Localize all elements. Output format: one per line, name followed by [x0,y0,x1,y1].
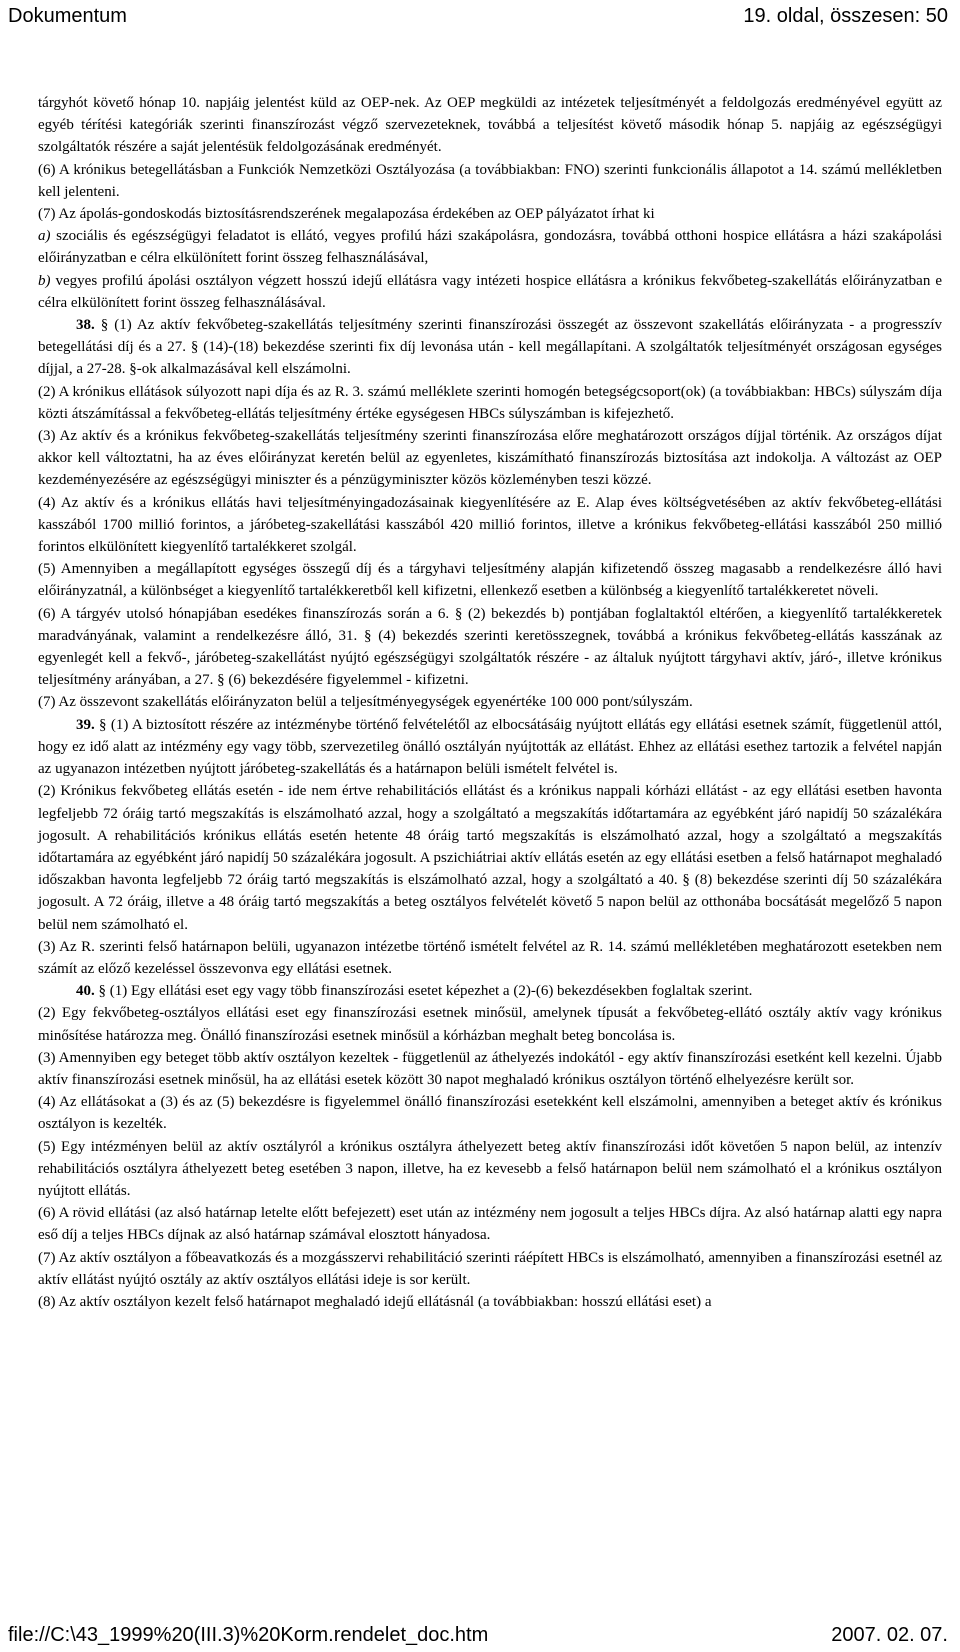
paragraph: (4) Az ellátásokat a (3) és az (5) bekezdésre is figyelemmel önálló finanszírozási esetekként kell elszámolni, amennyiben a beteget aktív és krónikus osztályon is kezelték. [38,1094,942,1133]
paragraph: (2) Krónikus fekvőbeteg ellátás esetén - ide nem értve rehabilitációs ellátást és a krónikus nappali kórházi ellátást - az egy ellátási esetben havonta legfeljebb 72 óráig tartó megszakítás is elszámolható azzal, hogy a szolgáltató a megszakítás időtartamára az egyébként járó napidíj 50 százalékára jogosult. A rehabilitációs krónikus ellátás esetén hetente 48 óráig tartó megszakítás is elszámolható azzal, hogy a szolgáltató a megszakítás időtartamára az egyébként járó napidíj 50 százalékára jogosult. A pszichiátriai aktív ellátás esetén az egy ellátási esetben a felső határnapot meghaladó időszakban havonta legfeljebb 72 óráig tartó megszakítás is elszámolható azzal, hogy a szolgáltató a 40. § (8) bekezdése szerinti díj 50 százalékára jogosult. A 72 óráig, illetve a 48 óráig tartó megszakítás a beteg osztályos felvételét követő 5 napon belül az otthonába bocsátását megelőző 5 napon belül nem számolható el. [38,783,942,933]
page-footer [0,1620,960,1652]
paragraph: (3) Az aktív és a krónikus fekvőbeteg-szakellátás teljesítmény szerinti finanszírozása előre meghatározott országos díjjal történik. Az országos díjat akkor kell változtatni, ha az éves előirányzat keretén belül az egyenletes, kiszámítható finanszírozás biztosítása azt indokolja. A változást az OEP kezdeményezésére az egészségügyi miniszter és a pénzügyminiszter közös közleményben teszi közzé. [38,428,942,489]
section-number: 38. [76,317,95,334]
paragraph: (7) Az ápolás-gondoskodás biztosításrendszerének megalapozása érdekében az OEP pályázatot írhat ki [38,206,655,223]
section-number: 40. [76,983,95,1000]
paragraph: (6) A tárgyév utolsó hónapjában esedékes finanszírozás során a 6. § (2) bekezdés b) pontjában foglaltaktól eltérően, a kiegyenlítő tartalékkeretek maradványának, valamint a rendelkezésre álló, 31. § (4) bekezdés szerinti keretösszegnek, továbbá a krónikus fekvőbeteg-ellátás kasszának az egyenlegét kell a fekvő-, járóbeteg-szakellátást nyújtó egészségügyi szolgáltatók részére - az általuk nyújtott tárgyhavi aktív, járó-, illetve krónikus teljesítmény arányában, a 27. § (6) bekezdésére figyelemmel - kifizetni. [38,605,942,689]
paragraph: (7) Az aktív osztályon a főbeavatkozás és a mozgásszervi rehabilitáció szerinti ráépített HBCs is elszámolható, amennyiben a finanszírozási esetnél az aktív ellátást nyújtó osztály az aktív osztályos ellátási ideje is sor került. [38,1249,942,1288]
list-marker: b) [38,272,51,289]
paragraph: tárgyhót követő hónap 10. napjáig jelentést küld az OEP-nek. Az OEP megküldi az intézetek teljesítményét a feldolgozás eredményével együtt az egyéb térítési kategóriák szerinti finanszírozást végző szervezeteknek, továbbá a teljesítést követő második hónap 5. napjáig az egészségügyi szolgáltatók részére a saját jelentésük feldolgozásának eredményét. [38,95,942,156]
paragraph: 39. § (1) A biztosított részére az intézménybe történő felvételétől az elbocsátásáig nyújtott ellátás egy ellátási esetnek számít, függetlenül attól, hogy ez idő alatt az intézmény egy vagy több, szervezetileg önálló osztályán nyújtották az ellátást. Ehhez az ellátási esethez tartozik a felvétel napján az ugyanazon intézetben nyújtott járóbeteg-szakellátás és a határnapon belüli ismételt felvétel is. [38,716,942,778]
print-date: 2007. 02. 07. [831,1624,948,1646]
paragraph: (5) Egy intézményen belül az aktív osztályról a krónikus osztályra áthelyezett beteg aktív finanszírozási időt követően 5 napon belül, az intenzív rehabilitációs osztályra áthelyezett beteg esetében 3 napon, illetve, ha ez kevesebb a felső határnapon belül nem számolható el a krónikus osztályon nyújtott ellátás. [38,1138,942,1199]
page-header [0,0,960,34]
paragraph: (4) Az aktív és a krónikus ellátás havi teljesítményingadozásainak kiegyenlítésére az E. Alap éves költségvetésében az aktív fekvőbeteg-ellátási kasszából 1700 millió forintos, a járóbeteg-szakellátási kasszából 420 millió forintos, illetve a krónikus fekvőbeteg-ellátási kasszából 250 millió forintos elkülönített kiegyenlítő tartalékkeret szolgál. [38,494,942,556]
list-marker: a) [38,228,51,245]
paragraph: 40. § (1) Egy ellátási eset egy vagy több finanszírozási esetet képezhet a (2)-(6) bekezdésekben foglaltak szerint. [76,983,753,1000]
section-number: 39. [76,716,95,733]
paragraph: (5) Amennyiben a megállapított egységes összegű díj és a tárgyhavi teljesítmény alapján kifizetendő összeg magasabb a rendelkezésre álló havi előirányzatnál, a különbséget a kiegyenlítő tartalékkeretből kell kifizetni, ellenkező esetben a különbség a kiegyenlítő tartalékkeretet növeli. [38,561,942,600]
paragraph: (7) Az összevont szakellátás előirányzaton belül a teljesítményegységek egyenértéke 100 000 pont/súlyszám. [38,694,693,711]
paragraph: (3) Amennyiben egy beteget több aktív osztályon kezeltek - függetlenül az áthelyezés indokától - egy aktív finanszírozási esetként kell kezelni. Újabb aktív finanszírozási esetnek minősül, ha az ellátási esetek között 30 napot meghaladó krónikus osztályon történő elhelyezésre került sor. [38,1049,942,1088]
page-counter: 19. oldal, összesen: 50 [743,5,948,27]
paragraph: (2) Egy fekvőbeteg-osztályos ellátási eset egy finanszírozási esetnek minősül, amelynek típusát a fekvőbeteg-ellátó osztály aktív vagy krónikus minősítése határozza meg. Önálló finanszírozási esetnek minősül a kórházban meghalt beteg boncolása is. [38,1005,942,1044]
paragraph: (8) Az aktív osztályon kezelt felső határnapot meghaladó idejű ellátásnál (a továbbiakban: hosszú ellátási eset) a [38,1293,712,1310]
paragraph: (6) A rövid ellátási (az alsó határnap letelte előtt befejezett) eset után az intézmény nem jogosult a teljes HBCs díjra. Az alsó határnap alatti egy napra eső díj a teljes HBCs díjnak az alsó határnap számával elosztott hányadosa. [38,1205,942,1244]
paragraph: 38. § (1) Az aktív fekvőbeteg-szakellátás teljesítmény szerinti finanszírozási összegét az összevont szakellátás előirányzata - a progresszív betegellátási díj és a 27. § (14)-(18) bekezdése szerinti fix díj levonása után - kell megállapítani. A szolgáltatók teljesítményét országosan egységes díjjal, a 27-28. §-ok alkalmazásával kell elszámolni. [38,317,942,378]
paragraph: (6) A krónikus betegellátásban a Funkciók Nemzetközi Osztályozása (a továbbiakban: FNO) szerinti funkcionális állapotot a 14. számú mellékletben kell jelenteni. [38,161,942,200]
file-path: file://C:\43_1999%20(III.3)%20Korm.rendelet_doc.htm [8,1624,489,1646]
paragraph: (2) A krónikus ellátások súlyozott napi díja és az R. 3. számú melléklete szerinti homogén betegségcsoport(ok) (a továbbiakban: HBCs) súlyszám díja közti átszámítással a fekvőbeteg-ellátás teljesítmény értéke egységesen HBCs súlyszámban is kifejezhető. [38,383,942,422]
paragraph: b) vegyes profilú ápolási osztályon végzett hosszú idejű ellátásra vagy intézeti hospice ellátásra a krónikus fekvőbeteg-szakellátás előirányzatban e célra elkülönített forint összeg felhasználásával. [38,272,942,311]
paragraph: (3) Az R. szerinti felső határnapon belüli, ugyanazon intézetbe történő ismételt felvétel az R. 14. számú mellékletében meghatározott esetekben nem számít az előző kezeléssel összevonva egy ellátási esetnek. [38,938,942,977]
paragraph: a) szociális és egészségügyi feladatot is ellátó, vegyes profilú házi szakápolásra, gondozásra, továbbá otthoni hospice ellátásra a házi szakápolási előirányzatban e célra elkülönített forint összeg felhasználásával, [38,228,942,267]
document-title: Dokumentum [8,5,127,27]
document-body [38,92,942,1313]
